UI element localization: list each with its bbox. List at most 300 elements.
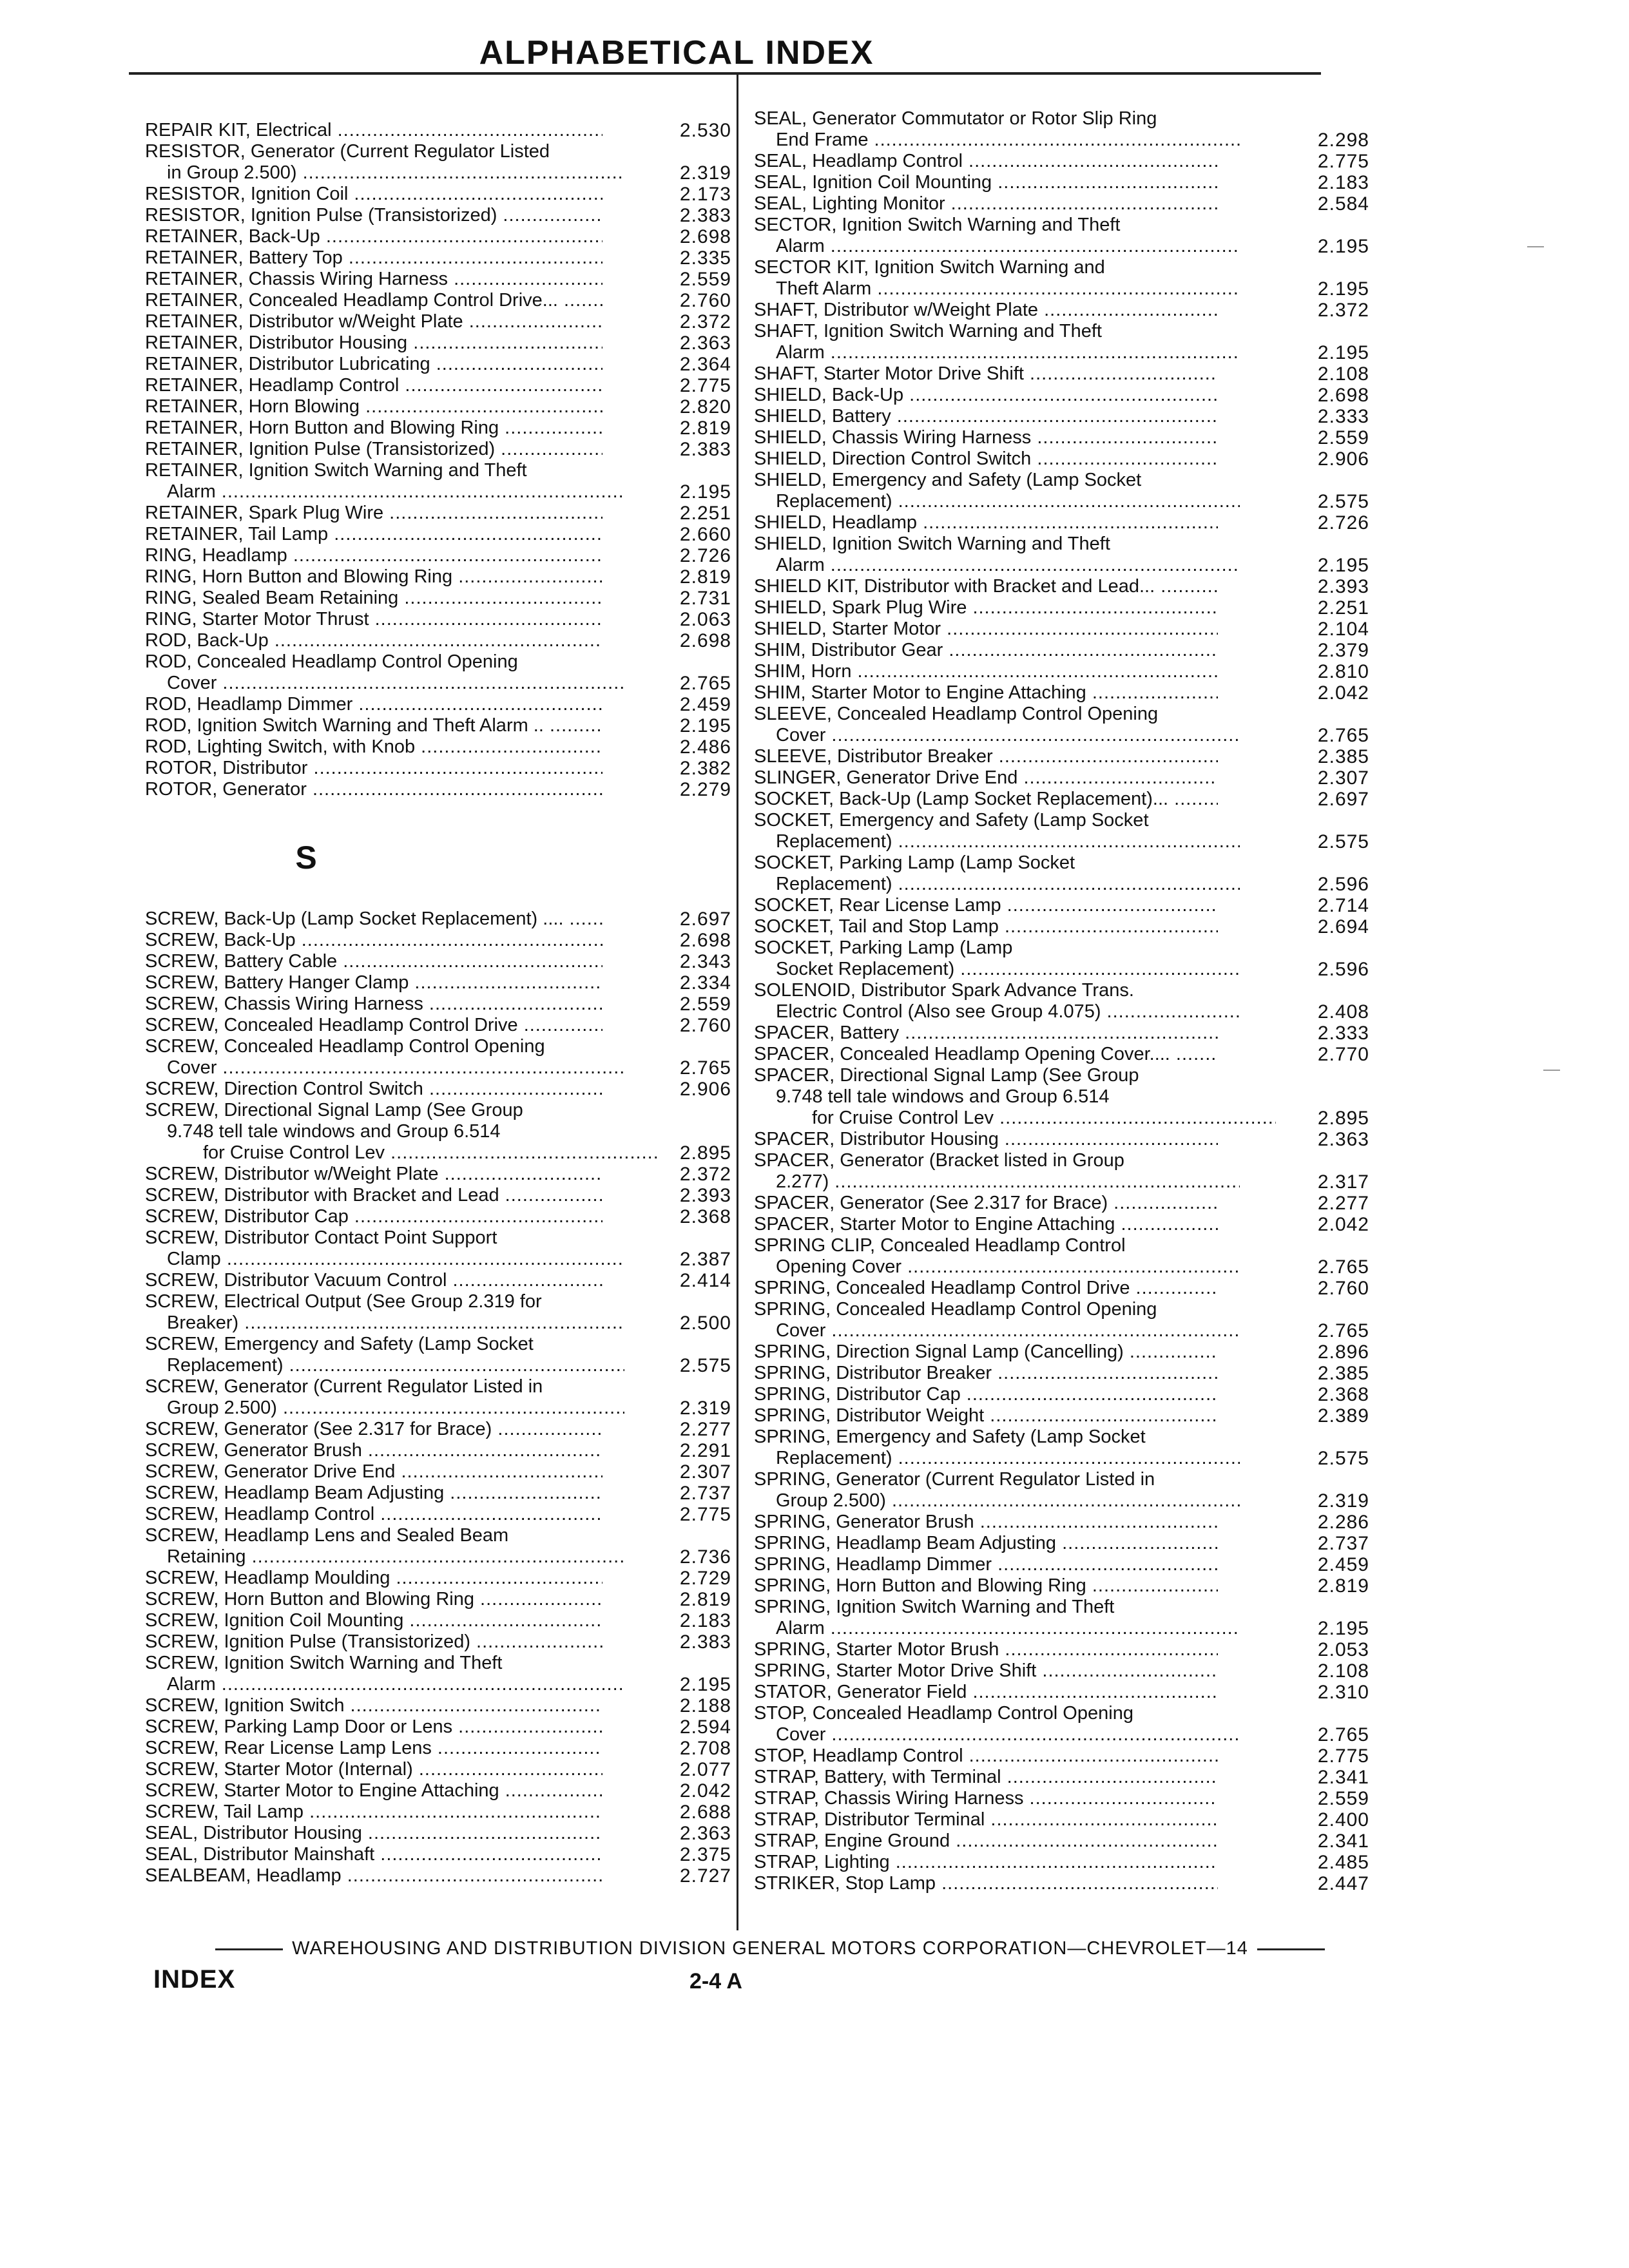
entry-page-ref: 2.108 (1317, 1660, 1369, 1682)
index-entry (754, 1575, 1369, 1597)
entry-name: SHIM, Distributor Gear ..... (754, 640, 1218, 661)
entry-name: SHIELD, Chassis Wiring Harness ..... (754, 427, 1218, 448)
index-entry (754, 300, 1369, 321)
index-entry (754, 640, 1369, 661)
entry-page-ref: 2.363 (679, 1823, 731, 1844)
index-entry (145, 1185, 731, 1206)
section-letter: S (295, 840, 317, 876)
index-entry (145, 1589, 731, 1610)
footer-division-text: WAREHOUSING AND DISTRIBUTION DIVISION GENERAL MOTORS CORPORATION—CHEVROLET—14 (292, 1938, 1248, 1959)
index-entry (754, 321, 1369, 363)
entry-name: SCREW, Ignition Pulse (Transistorized) ..... (145, 1631, 602, 1653)
entry-name: SOLENOID, Distributor Spark Advance Trans. (754, 980, 1134, 1001)
index-entry (754, 1745, 1369, 1767)
entry-page-ref: 2.042 (1317, 682, 1369, 704)
index-entry (754, 1660, 1369, 1682)
index-entry (754, 1703, 1369, 1745)
entry-name: SOCKET, Tail and Stop Lamp ..... (754, 916, 1218, 937)
index-entry (145, 1100, 731, 1164)
entry-page-ref: 2.317 (1317, 1171, 1369, 1193)
index-entry (754, 1044, 1369, 1065)
entry-page-ref: 2.694 (1317, 916, 1369, 937)
entry-page-ref: 2.906 (1317, 448, 1369, 470)
entry-name: SPACER, Generator (See 2.317 for Brace) ..... (754, 1193, 1218, 1214)
entry-name: SPRING, Direction Signal Lamp (Cancelling) ..... (754, 1341, 1218, 1363)
index-entry (145, 1483, 731, 1504)
entry-name: SCREW, Electrical Output (See Group 2.319 for (145, 1291, 542, 1312)
entry-name: SCREW, Generator Brush ..... (145, 1440, 602, 1461)
entry-page-ref: 2.173 (679, 184, 731, 205)
entry-page-ref: 2.559 (679, 269, 731, 290)
index-entry (145, 1802, 731, 1823)
index-entry (754, 704, 1369, 746)
entry-name: RESISTOR, Generator (Current Regulator Listed (145, 141, 550, 162)
entry-name: SPACER, Generator (Bracket listed in Group (754, 1150, 1124, 1171)
entry-name-continued: Replacement) ..... (754, 831, 1240, 852)
index-entry (145, 332, 731, 354)
entry-page-ref: 2.042 (679, 1780, 731, 1802)
entry-name: SHIM, Horn ..... (754, 661, 1218, 682)
entry-name: SHIELD, Ignition Switch Warning and Theft (754, 533, 1110, 554)
entry-name: SEAL, Ignition Coil Mounting ..... (754, 172, 1218, 193)
entry-page-ref: 2.770 (1317, 1044, 1369, 1065)
entry-name: RETAINER, Chassis Wiring Harness ..... (145, 269, 602, 290)
entry-name: SCREW, Starter Motor to Engine Attaching ..... (145, 1780, 602, 1802)
index-entry (754, 151, 1369, 172)
entry-name: SEALBEAM, Headlamp ..... (145, 1865, 602, 1887)
right-column (754, 108, 1369, 1894)
index-entry (145, 226, 731, 247)
index-entry (754, 1554, 1369, 1575)
index-entry (754, 1873, 1369, 1894)
entry-name-continued: Theft Alarm ..... (754, 278, 1240, 300)
entry-name: SHIELD, Battery ..... (754, 406, 1218, 427)
index-entry (754, 1639, 1369, 1660)
margin-mark (1543, 1070, 1560, 1071)
entry-name: RETAINER, Tail Lamp ..... (145, 524, 602, 545)
index-entry (145, 1759, 731, 1780)
index-entry (145, 354, 731, 375)
entry-page-ref: 2.307 (1317, 767, 1369, 789)
entry-name: SEAL, Generator Commutator or Rotor Slip Ring (754, 108, 1157, 129)
entry-page-ref: 2.596 (1317, 959, 1369, 980)
entry-name: SPRING, Headlamp Dimmer ..... (754, 1554, 1218, 1575)
entry-name: STRIKER, Stop Lamp ..... (754, 1873, 1218, 1894)
entry-page-ref: 2.559 (1317, 1788, 1369, 1809)
entry-page-ref: 2.335 (679, 247, 731, 269)
entry-name-continued: Alarm ..... (145, 1674, 624, 1695)
entry-page-ref: 2.819 (679, 418, 731, 439)
entry-name-continued: Cover ..... (145, 673, 624, 694)
entry-name: SCREW, Tail Lamp ..... (145, 1802, 602, 1823)
entry-name: SHAFT, Starter Motor Drive Shift ..... (754, 363, 1218, 385)
entry-name-continued: in Group 2.500) ..... (145, 162, 624, 184)
entry-page-ref: 2.906 (679, 1079, 731, 1100)
entry-page-ref: 2.334 (679, 972, 731, 994)
entry-name: SCREW, Chassis Wiring Harness ..... (145, 994, 602, 1015)
entry-page-ref: 2.819 (679, 566, 731, 588)
index-entry (145, 951, 731, 972)
entry-page-ref: 2.389 (1317, 1405, 1369, 1427)
header-rule (129, 72, 1321, 75)
index-entry (754, 767, 1369, 789)
entry-page-ref: 2.775 (679, 375, 731, 396)
entry-name: SHIELD, Emergency and Safety (Lamp Socket (754, 470, 1142, 490)
entry-name: SOCKET, Emergency and Safety (Lamp Socket (754, 810, 1149, 831)
entry-page-ref: 2.820 (679, 396, 731, 418)
entry-page-ref: 2.277 (679, 1419, 731, 1440)
index-entry (754, 980, 1369, 1023)
entry-name: SPRING, Distributor Cap ..... (754, 1384, 1218, 1405)
entry-page-ref: 2.414 (679, 1270, 731, 1291)
entry-page-ref: 2.319 (1317, 1490, 1369, 1512)
index-entry (754, 1278, 1369, 1299)
entry-page-ref: 2.042 (1317, 1214, 1369, 1235)
entry-name: SCREW, Generator Drive End ..... (145, 1461, 602, 1483)
index-entry (145, 1419, 731, 1440)
entry-page-ref: 2.727 (679, 1865, 731, 1887)
entry-name: SCREW, Distributor Vacuum Control ..... (145, 1270, 602, 1291)
index-entry (145, 1716, 731, 1738)
entry-page-ref: 2.286 (1317, 1512, 1369, 1533)
entry-name: SEAL, Distributor Mainshaft ..... (145, 1844, 602, 1865)
footer-division (187, 1938, 1353, 1959)
index-entry (754, 1469, 1369, 1512)
index-entry (145, 1823, 731, 1844)
index-entry (754, 1065, 1369, 1129)
entry-name: SLEEVE, Distributor Breaker ..... (754, 746, 1218, 767)
entry-name-continued: Group 2.500) ..... (145, 1398, 624, 1419)
entry-page-ref: 2.063 (679, 609, 731, 630)
entry-page-ref: 2.372 (679, 311, 731, 332)
entry-page-ref: 2.726 (679, 545, 731, 566)
entry-page-ref: 2.379 (1317, 640, 1369, 661)
entry-page-ref: 2.053 (1317, 1639, 1369, 1660)
index-entry (145, 715, 731, 736)
entry-name: SPRING, Generator (Current Regulator Listed in (754, 1469, 1155, 1490)
entry-page-ref: 2.372 (1317, 300, 1369, 321)
entry-name: SCREW, Back-Up (Lamp Socket Replacement) .... ..... (145, 908, 602, 930)
index-entry (145, 184, 731, 205)
index-entry (145, 1015, 731, 1036)
entry-name: SPACER, Battery ..... (754, 1023, 1218, 1044)
index-entry (754, 576, 1369, 597)
index-entry (145, 1738, 731, 1759)
entry-name: REPAIR KIT, Electrical ..... (145, 120, 602, 141)
index-entry (754, 1214, 1369, 1235)
index-entry (754, 470, 1369, 512)
entry-name: SPRING, Generator Brush ..... (754, 1512, 1218, 1533)
entry-page-ref: 2.559 (679, 994, 731, 1015)
entry-page-ref: 2.104 (1317, 619, 1369, 640)
index-entry (754, 1341, 1369, 1363)
entry-name-continued: Replacement) ..... (754, 491, 1240, 512)
entry-name: ROD, Ignition Switch Warning and Theft Alarm .. ..... (145, 715, 602, 736)
entry-page-ref: 2.731 (679, 588, 731, 609)
entry-page-ref: 2.341 (1317, 1767, 1369, 1788)
entry-name: RESISTOR, Ignition Pulse (Transistorized) ..... (145, 205, 602, 226)
entry-page-ref: 2.660 (679, 524, 731, 545)
index-entry (754, 619, 1369, 640)
entry-name-continued: Cover ..... (754, 1320, 1240, 1341)
index-entry (145, 1440, 731, 1461)
index-entry (754, 427, 1369, 448)
index-entry (145, 460, 731, 503)
index-entry (754, 895, 1369, 916)
entry-page-ref: 2.319 (679, 1398, 731, 1419)
entry-page-ref: 2.277 (1317, 1193, 1369, 1214)
index-entry (754, 215, 1369, 257)
index-entry (145, 1334, 731, 1376)
entry-page-ref: 2.195 (679, 481, 731, 503)
entry-name: RING, Sealed Beam Retaining ..... (145, 588, 602, 609)
index-entry (145, 1164, 731, 1185)
entry-name: STRAP, Distributor Terminal ..... (754, 1809, 1218, 1831)
entry-name: SHAFT, Ignition Switch Warning and Theft (754, 321, 1102, 341)
index-entry (754, 363, 1369, 385)
entry-page-ref: 2.307 (679, 1461, 731, 1483)
entry-name: RETAINER, Ignition Switch Warning and Theft (145, 460, 527, 481)
entry-page-ref: 2.895 (679, 1142, 731, 1164)
entry-name: SCREW, Battery Hanger Clamp ..... (145, 972, 602, 994)
entry-name: SCREW, Generator (See 2.317 for Brace) ..... (145, 1419, 602, 1440)
index-entry (145, 290, 731, 311)
entry-page-ref: 2.765 (1317, 1724, 1369, 1745)
entry-page-ref: 2.188 (679, 1695, 731, 1716)
entry-name-continued: 2.277) ..... (754, 1171, 1240, 1193)
entry-name: STRAP, Chassis Wiring Harness ..... (754, 1788, 1218, 1809)
entry-page-ref: 2.810 (1317, 661, 1369, 682)
entry-page-ref: 2.765 (1317, 725, 1369, 746)
entry-page-ref: 2.765 (1317, 1256, 1369, 1278)
index-entry (145, 503, 731, 524)
footer-dash (1257, 1948, 1325, 1950)
index-entry (145, 1653, 731, 1695)
entry-name: ROD, Headlamp Dimmer ..... (145, 694, 602, 715)
entry-name-continued: Retaining ..... (145, 1546, 624, 1568)
entry-page-ref: 2.575 (1317, 491, 1369, 512)
entry-name: SOCKET, Parking Lamp (Lamp Socket (754, 852, 1075, 873)
entry-name: SPRING, Headlamp Beam Adjusting ..... (754, 1533, 1218, 1554)
index-entry (145, 545, 731, 566)
index-entry (754, 1427, 1369, 1469)
index-entry (145, 588, 731, 609)
entry-page-ref: 2.368 (679, 1206, 731, 1227)
entry-name: RETAINER, Distributor Housing ..... (145, 332, 602, 354)
entry-name: STRAP, Battery, with Terminal ..... (754, 1767, 1218, 1788)
page-number: 2-4 A (689, 1969, 742, 1994)
entry-name: SPACER, Directional Signal Lamp (See Group (754, 1065, 1139, 1086)
index-list-s (145, 908, 731, 1887)
entry-name: SOCKET, Rear License Lamp ..... (754, 895, 1218, 916)
entry-name: SOCKET, Parking Lamp (Lamp (754, 937, 1013, 958)
entry-page-ref: 2.575 (679, 1355, 731, 1376)
index-entry (754, 1831, 1369, 1852)
entry-name: SCREW, Emergency and Safety (Lamp Socket (145, 1334, 534, 1354)
entry-name-continued: 9.748 tell tale windows and Group 6.514 (167, 1121, 501, 1142)
entry-name: SCREW, Headlamp Beam Adjusting ..... (145, 1483, 602, 1504)
index-entry (145, 972, 731, 994)
entry-page-ref: 2.530 (679, 120, 731, 141)
index-entry (145, 609, 731, 630)
index-entry (754, 597, 1369, 619)
index-entry (754, 406, 1369, 427)
index-entry (754, 1597, 1369, 1639)
index-entry (754, 1767, 1369, 1788)
index-entry (754, 937, 1369, 980)
entry-name-continued: End Frame ..... (754, 130, 1240, 151)
entry-name: SCREW, Concealed Headlamp Control Opening (145, 1036, 545, 1057)
entry-page-ref: 2.364 (679, 354, 731, 375)
entry-name: STOP, Concealed Headlamp Control Opening (754, 1703, 1133, 1724)
index-entry (754, 1023, 1369, 1044)
entry-name: SCREW, Distributor with Bracket and Lead ..... (145, 1185, 602, 1206)
entry-page-ref: 2.760 (679, 290, 731, 311)
entry-page-ref: 2.575 (1317, 1448, 1369, 1469)
entry-page-ref: 2.726 (1317, 512, 1369, 533)
entry-name: SPRING, Emergency and Safety (Lamp Socket (754, 1427, 1146, 1447)
index-entry (754, 1682, 1369, 1703)
index-entry (145, 566, 731, 588)
index-entry (754, 257, 1369, 300)
index-entry (145, 269, 731, 290)
entry-name: SPRING CLIP, Concealed Headlamp Control (754, 1235, 1126, 1256)
index-entry (145, 694, 731, 715)
entry-name: ROD, Lighting Switch, with Knob ..... (145, 736, 602, 758)
entry-page-ref: 2.737 (679, 1483, 731, 1504)
entry-page-ref: 2.385 (1317, 1363, 1369, 1384)
entry-name: SCREW, Headlamp Lens and Sealed Beam (145, 1525, 509, 1546)
index-entry (145, 1610, 731, 1631)
entry-page-ref: 2.363 (679, 332, 731, 354)
index-entry (145, 141, 731, 184)
index-entry (145, 994, 731, 1015)
entry-name-continued: Replacement) ..... (754, 1448, 1240, 1469)
entry-page-ref: 2.387 (679, 1249, 731, 1270)
entry-name: RING, Horn Button and Blowing Ring ..... (145, 566, 602, 588)
entry-page-ref: 2.895 (1317, 1108, 1369, 1129)
index-entry (754, 533, 1369, 576)
entry-page-ref: 2.363 (1317, 1129, 1369, 1150)
entry-page-ref: 2.195 (679, 715, 731, 736)
entry-name: SOCKET, Back-Up (Lamp Socket Replacement)... ..... (754, 789, 1218, 810)
entry-page-ref: 2.291 (679, 1440, 731, 1461)
entry-name-continued: Alarm ..... (754, 1618, 1240, 1639)
index-entry (145, 396, 731, 418)
entry-page-ref: 2.183 (1317, 172, 1369, 193)
index-entry (754, 682, 1369, 704)
entry-name-continued: for Cruise Control Lev ..... (145, 1142, 660, 1164)
entry-name: SCREW, Back-Up ..... (145, 930, 602, 951)
entry-page-ref: 2.383 (679, 205, 731, 226)
entry-page-ref: 2.375 (679, 1844, 731, 1865)
entry-name: SPACER, Concealed Headlamp Opening Cover.... ..... (754, 1044, 1218, 1065)
index-entry (754, 385, 1369, 406)
index-entry (145, 1525, 731, 1568)
entry-name: SPACER, Starter Motor to Engine Attaching ..... (754, 1214, 1218, 1235)
entry-page-ref: 2.760 (679, 1015, 731, 1036)
entry-page-ref: 2.368 (1317, 1384, 1369, 1405)
entry-page-ref: 2.319 (679, 162, 731, 184)
entry-name: RETAINER, Back-Up ..... (145, 226, 602, 247)
entry-page-ref: 2.896 (1317, 1341, 1369, 1363)
entry-page-ref: 2.729 (679, 1568, 731, 1589)
index-entry (145, 930, 731, 951)
entry-name: SPRING, Distributor Weight ..... (754, 1405, 1218, 1427)
entry-name: RETAINER, Headlamp Control ..... (145, 375, 602, 396)
entry-page-ref: 2.819 (679, 1589, 731, 1610)
entry-page-ref: 2.737 (1317, 1533, 1369, 1554)
entry-page-ref: 2.698 (679, 930, 731, 951)
entry-name: SEAL, Lighting Monitor ..... (754, 193, 1218, 215)
index-entry (754, 1150, 1369, 1193)
entry-name: SPRING, Concealed Headlamp Control Drive ..... (754, 1278, 1218, 1299)
entry-name: SCREW, Parking Lamp Door or Lens ..... (145, 1716, 602, 1738)
entry-name: SCREW, Ignition Switch Warning and Theft (145, 1653, 503, 1673)
entry-page-ref: 2.594 (679, 1716, 731, 1738)
entry-page-ref: 2.343 (679, 951, 731, 972)
index-entry (145, 736, 731, 758)
entry-name-continued: Replacement) ..... (754, 874, 1240, 895)
entry-name: SPRING, Starter Motor Brush ..... (754, 1639, 1218, 1660)
entry-page-ref: 2.559 (1317, 427, 1369, 448)
index-entry (754, 1512, 1369, 1533)
index-entry (145, 651, 731, 694)
entry-page-ref: 2.310 (1317, 1682, 1369, 1703)
index-entry (145, 439, 731, 460)
index-entry (145, 418, 731, 439)
index-entry (754, 1384, 1369, 1405)
entry-name: SHIELD, Direction Control Switch ..... (754, 448, 1218, 470)
index-entry (754, 512, 1369, 533)
entry-name: SECTOR, Ignition Switch Warning and Theft (754, 215, 1121, 235)
entry-page-ref: 2.195 (1317, 342, 1369, 363)
column-divider (737, 75, 738, 1930)
entry-page-ref: 2.775 (679, 1504, 731, 1525)
entry-page-ref: 2.195 (1317, 1618, 1369, 1639)
entry-page-ref: 2.697 (1317, 789, 1369, 810)
entry-name: RESISTOR, Ignition Coil ..... (145, 184, 602, 205)
entry-name: SHAFT, Distributor w/Weight Plate ..... (754, 300, 1218, 321)
entry-page-ref: 2.108 (1317, 363, 1369, 385)
index-entry (754, 916, 1369, 937)
index-entry (754, 108, 1369, 151)
entry-page-ref: 2.195 (1317, 236, 1369, 257)
index-entry (754, 1533, 1369, 1554)
entry-page-ref: 2.819 (1317, 1575, 1369, 1597)
entry-name: SPRING, Starter Motor Drive Shift ..... (754, 1660, 1218, 1682)
entry-name-continued: Alarm ..... (754, 342, 1240, 363)
entry-page-ref: 2.195 (1317, 278, 1369, 300)
index-entry (145, 1227, 731, 1270)
entry-page-ref: 2.697 (679, 908, 731, 930)
entry-page-ref: 2.393 (1317, 576, 1369, 597)
entry-page-ref: 2.485 (1317, 1852, 1369, 1873)
entry-name-continued: Alarm ..... (754, 236, 1240, 257)
entry-page-ref: 2.760 (1317, 1278, 1369, 1299)
entry-name: SCREW, Direction Control Switch ..... (145, 1079, 602, 1100)
entry-page-ref: 2.575 (1317, 831, 1369, 852)
entry-name: RETAINER, Distributor w/Weight Plate ..... (145, 311, 602, 332)
entry-page-ref: 2.714 (1317, 895, 1369, 916)
entry-page-ref: 2.372 (679, 1164, 731, 1185)
entry-name: SECTOR KIT, Ignition Switch Warning and (754, 257, 1105, 278)
entry-name: RETAINER, Horn Button and Blowing Ring ..... (145, 418, 602, 439)
entry-name-continued: Group 2.500) ..... (754, 1490, 1240, 1512)
index-entry (145, 1291, 731, 1334)
entry-name: STRAP, Engine Ground ..... (754, 1831, 1218, 1852)
index-entry (145, 908, 731, 930)
